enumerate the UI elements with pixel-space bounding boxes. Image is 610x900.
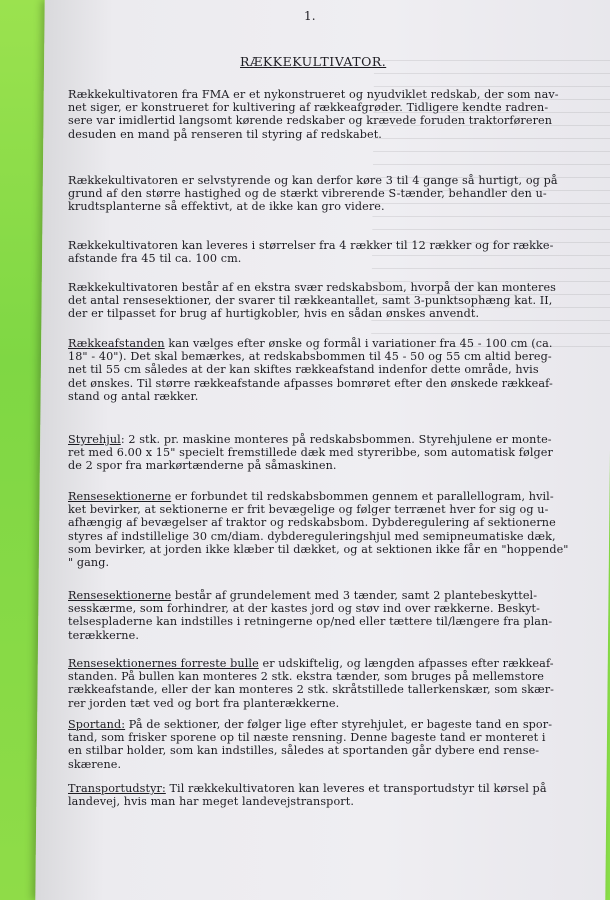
paragraph-intro: [68, 88, 588, 141]
text-line: net til 55 cm således at der kan skiftes rækkeafstand indenfor dette område, hvis: [68, 363, 539, 377]
text-line: telsespladerne kan indstilles i retningerne op/ned eller tættere til/længere fra plan-: [68, 615, 553, 629]
paragraph-cleaning-sections: [68, 490, 588, 569]
text-line: [68, 718, 588, 731]
text-line: afhængig af bevægelser af traktor og redskabsbom. Dybderegulering af sektionerne: [68, 516, 556, 530]
text-span: På de sektioner, der følger lige efter styrehjulet, er bageste tand en spor-: [125, 718, 553, 731]
text-line: terækkerne.: [68, 628, 139, 642]
text-line: Rækkekultivatoren er selvstyrende og kan derfor køre 3 til 4 gange så hurtigt, og på: [68, 174, 558, 187]
paragraph-sizes: [68, 239, 588, 265]
paragraph-row-spacing: [68, 337, 588, 403]
text-line: en stilbar holder, som kan indstilles, således at sportanden går dybere end rense-: [68, 744, 540, 758]
section-heading: Rækkeafstanden: [68, 337, 165, 350]
text-line: [68, 589, 588, 602]
paragraph-track-tooth: [68, 718, 588, 771]
text-span: er udskiftelig, og længden afpasses efter rækkeaf-: [258, 657, 554, 670]
text-line: standen. På bullen kan monteres 2 stk. ekstra tænder, som bruges på mellemstore: [68, 670, 545, 684]
text-line: desuden en mand på renseren til styring af redskabet.: [68, 127, 382, 141]
text-line: som bevirker, at jorden ikke klæber til dækket, og at sektionen ikke får en "hoppende": [68, 542, 569, 556]
text-line: styres af indstillelige 30 cm/diam. dybdereguleringshjul med semipneumatiske dæk,: [68, 529, 556, 543]
text-line: det antal rensesektioner, der svarer til rækkeantallet, samt 3-punktsophæng kat. II,: [68, 294, 553, 308]
paragraph-steering-wheels: [68, 433, 588, 473]
text-line: krudtsplanterne så effektivt, at de ikke kan gro videre.: [68, 200, 385, 214]
text-span: består af grundelement med 3 tænder, samt 2 plantebeskyttel-: [171, 589, 538, 602]
text-line: stand og antal rækker.: [68, 389, 199, 403]
text-line: net siger, er konstrueret for kultivering af rækkeafgrøder. Tidligere kendte radren-: [68, 101, 549, 115]
text-line: landevej, hvis man har meget landevejstransport.: [68, 795, 354, 809]
text-line: [68, 337, 588, 350]
text-line: " gang.: [68, 556, 110, 570]
document-title: RÆKKEKULTIVATOR.: [240, 54, 387, 69]
paragraph-construction: [68, 281, 588, 321]
section-heading: Rensesektionernes forreste bulle: [68, 657, 259, 670]
text-line: Rækkekultivatoren fra FMA er et nykonstrueret og nyudviklet redskab, der som nav-: [68, 88, 559, 101]
section-heading: Styrehjul: [68, 433, 121, 446]
text-line: sesskærme, som forhindrer, at der kastes jord og støv ind over rækkerne. Beskyt-: [68, 602, 540, 616]
text-line: Rækkekultivatoren består af en ekstra svær redskabsbom, hvorpå der kan monteres: [68, 281, 557, 294]
text-line: grund af den større hastighed og de stærkt vibrerende S-tænder, behandler den u-: [68, 187, 547, 201]
section-heading: Sportand:: [68, 718, 126, 731]
text-span: er forbundet til redskabsbommen gennem et parallellogram, hvil-: [171, 490, 554, 503]
text-line: der er tilpasset for brug af hurtigkobler, hvis en sådan ønskes anvendt.: [68, 307, 480, 321]
section-heading: Rensesektionerne: [68, 589, 172, 602]
text-line: rer jorden tæt ved og bort fra planterækkerne.: [68, 696, 340, 710]
paragraph-selfsteering: [68, 174, 588, 214]
text-line: 18" - 40"). Det skal bemærkes, at redskabsbommen til 45 - 50 og 55 cm altid bereg-: [68, 350, 552, 364]
text-line: sere var imidlertid langsomt kørende redskaber og krævede foruden traktorføreren: [68, 114, 553, 128]
text-line: det ønskes. Til større rækkeafstande afpasses bomrøret efter den ønskede rækkeaf-: [68, 376, 553, 390]
text-line: [68, 782, 588, 795]
text-line: afstande fra 45 til ca. 100 cm.: [68, 252, 242, 266]
page-number: 1.: [304, 9, 316, 23]
text-span: : 2 stk. pr. maskine monteres på redskabsbommen. Styrehjulene er monte-: [120, 433, 552, 446]
text-line: skærene.: [68, 757, 122, 771]
text-line: ket bevirker, at sektionerne er frit bevægelige og følger terrænet hver for sig og u-: [68, 503, 549, 517]
text-line: [68, 433, 588, 446]
text-line: de 2 spor fra markørtænderne på såmaskinen.: [68, 459, 337, 473]
text-span: Til rækkekultivatoren kan leveres et transportudstyr til kørsel på: [165, 782, 547, 795]
paragraph-transport: [68, 782, 588, 808]
text-line: ret med 6.00 x 15" specielt fremstillede dæk med styreribbe, som automatisk følger: [68, 446, 553, 460]
text-line: Rækkekultivatoren kan leveres i størrelser fra 4 rækker til 12 rækker og for række-: [68, 239, 554, 252]
section-heading: Rensesektionerne: [68, 490, 172, 503]
text-line: tand, som frisker sporene op til næste rensning. Denne bageste tand er monteret i: [68, 731, 546, 745]
paragraph-front-bulle: [68, 657, 588, 710]
text-span: kan vælges efter ønske og formål i variationer fra 45 - 100 cm (ca.: [164, 337, 553, 350]
paragraph-section-elements: [68, 589, 588, 642]
text-line: rækkeafstande, eller der kan monteres 2 stk. skråtstillede tallerkenskær, som skær-: [68, 683, 555, 697]
section-heading: Transportudstyr:: [68, 782, 166, 795]
text-line: [68, 657, 588, 670]
text-line: [68, 490, 588, 503]
